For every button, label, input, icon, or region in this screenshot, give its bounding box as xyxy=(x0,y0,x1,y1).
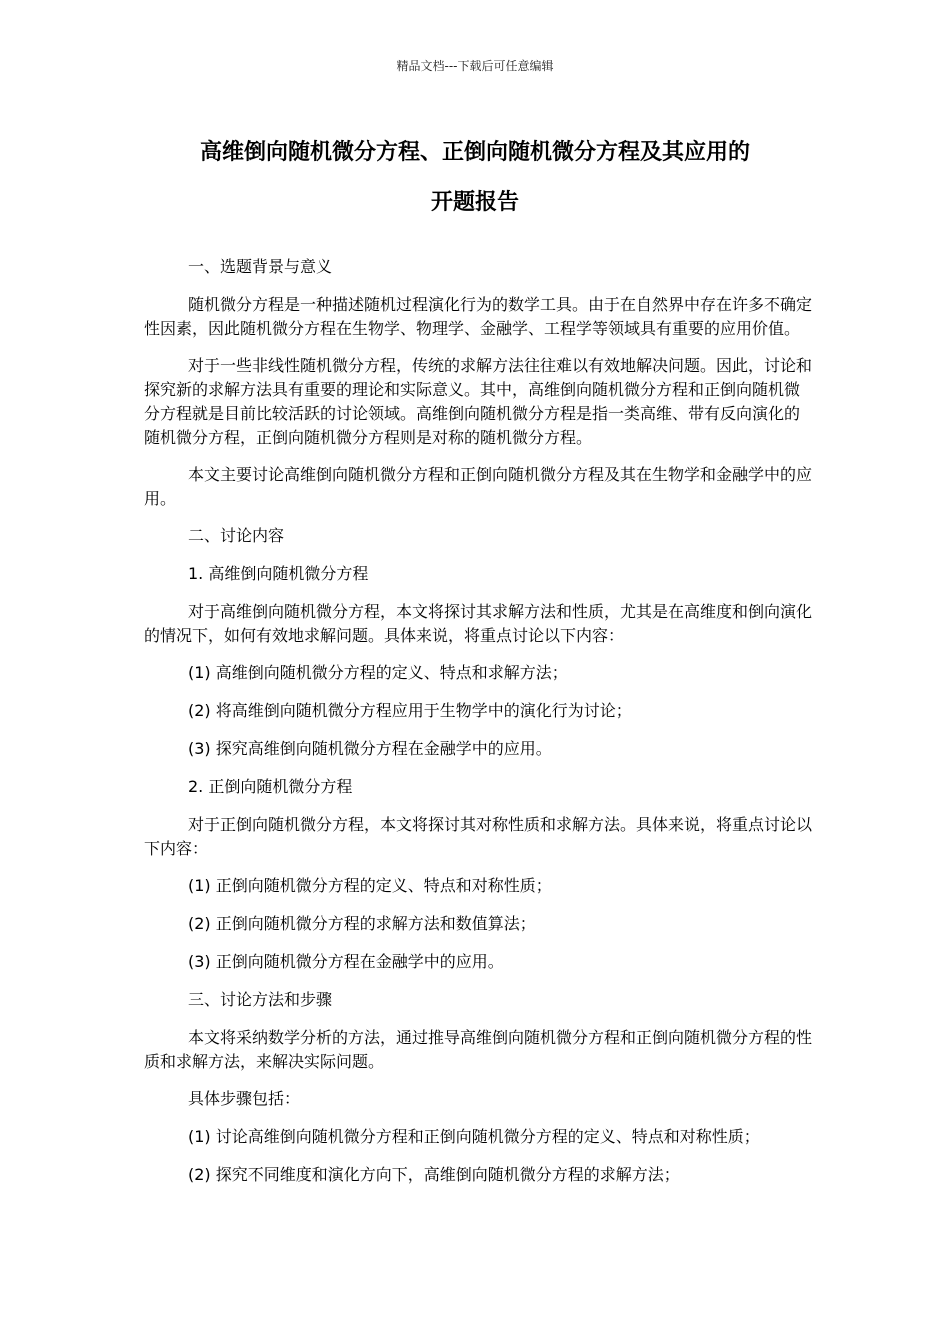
section-heading-methods: 三、讨论方法和步骤 xyxy=(188,990,333,1009)
body-paragraph: 本文主要讨论高维倒向随机微分方程和正倒向随机微分方程及其在生物学和金融学中的应用。 xyxy=(144,465,813,508)
body-paragraph: 本文将采纳数学分析的方法，通过推导高维倒向随机微分方程和正倒向随机微分方程的性质和求解方法，来解决实际问题。 xyxy=(144,1028,813,1071)
list-item: (3) 正倒向随机微分方程在金融学中的应用。 xyxy=(188,952,504,971)
document-body xyxy=(144,255,812,1201)
page-header: 精品文档---下载后可任意编辑 xyxy=(396,59,554,73)
section-heading-background: 一、选题背景与意义 xyxy=(188,257,333,276)
body-paragraph: 具体步骤包括： xyxy=(188,1089,301,1108)
list-item: (3) 探究高维倒向随机微分方程在金融学中的应用。 xyxy=(188,739,552,758)
subsection-heading: 1. 高维倒向随机微分方程 xyxy=(188,564,369,583)
list-item: (2) 探究不同维度和演化方向下，高维倒向随机微分方程的求解方法； xyxy=(188,1165,680,1184)
subsection-heading: 2. 正倒向随机微分方程 xyxy=(188,777,353,796)
document-title-line-2: 开题报告 xyxy=(430,190,519,215)
section-heading-content: 二、讨论内容 xyxy=(188,526,285,545)
body-paragraph: 对于一些非线性随机微分方程，传统的求解方法往往难以有效地解决问题。因此，讨论和探究新的求解方法具有重要的理论和实际意义。其中，高维倒向随机微分方程和正倒向随机微分方程就是目前比较活跃的讨论领域。高维倒向随机微分方程是指一类高维、带有反向演化的随机微分方程，正倒向随机微分方程则是对称的随机微分方程。 xyxy=(144,356,813,447)
document-title xyxy=(120,128,830,228)
list-item: (1) 正倒向随机微分方程的定义、特点和对称性质； xyxy=(188,876,552,895)
body-paragraph: 对于高维倒向随机微分方程，本文将探讨其求解方法和性质，尤其是在高维度和倒向演化的情况下，如何有效地求解问题。具体来说，将重点讨论以下内容： xyxy=(144,602,813,645)
document-title-line-1: 高维倒向随机微分方程、正倒向随机微分方程及其应用的 xyxy=(199,140,750,165)
list-item: (2) 将高维倒向随机微分方程应用于生物学中的演化行为讨论； xyxy=(188,701,632,720)
list-item: (1) 讨论高维倒向随机微分方程和正倒向随机微分方程的定义、特点和对称性质； xyxy=(188,1127,760,1146)
body-paragraph: 对于正倒向随机微分方程，本文将探讨其对称性质和求解方法。具体来说，将重点讨论以下内容： xyxy=(144,815,813,858)
list-item: (1) 高维倒向随机微分方程的定义、特点和求解方法； xyxy=(188,663,568,682)
body-paragraph: 随机微分方程是一种描述随机过程演化行为的数学工具。由于在自然界中存在许多不确定性因素，因此随机微分方程在生物学、物理学、金融学、工程学等领域具有重要的应用价值。 xyxy=(144,295,813,338)
list-item: (2) 正倒向随机微分方程的求解方法和数值算法； xyxy=(188,914,536,933)
